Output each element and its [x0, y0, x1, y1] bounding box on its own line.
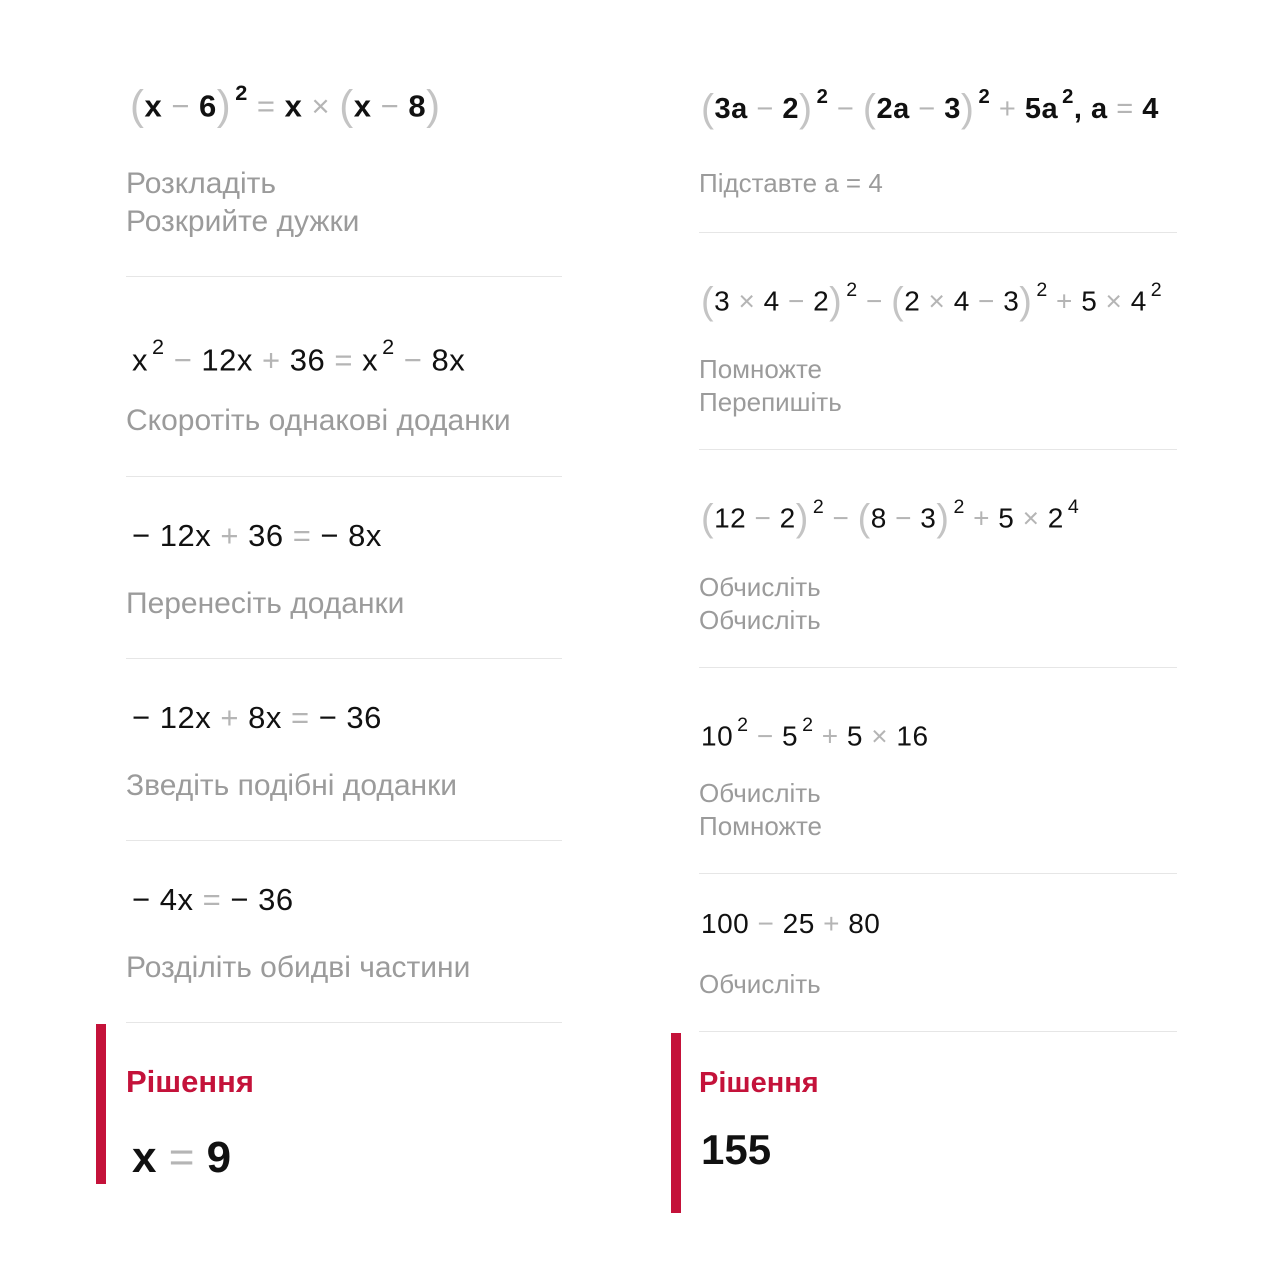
left-step1-expression: x $^2$ − 12x + 36 = x $^2$ − 8x	[132, 334, 466, 378]
right-step3-hint-2: Помножте	[699, 811, 823, 841]
right-step1-hint-1: Помножте	[699, 354, 823, 384]
left-step4-expression: − 4x = − 36	[132, 882, 294, 917]
right-step2-hint-2: Обчисліть	[699, 605, 821, 635]
right-problem-hint: Підставте a = 4	[699, 168, 883, 198]
divider	[699, 449, 1177, 450]
divider	[699, 873, 1177, 874]
left-step3-expression: − 12x + 8x = − 36	[132, 700, 382, 735]
left-problem-hint-2: Розкрийте дужки	[126, 205, 360, 238]
left-step2-hint: Перенесіть доданки	[126, 587, 405, 620]
left-solution-title: Рішення	[126, 1064, 254, 1099]
right-step2-hint-1: Обчисліть	[699, 572, 821, 602]
right-solution-accent-bar	[671, 1033, 681, 1213]
right-step1-expression: (3 × 4 − 2) $^2$ − (2 × 4 − 3) $^2$ + 5 × 4 $^2$	[701, 279, 1163, 323]
divider	[126, 276, 562, 277]
right-step2-expression: (12 − 2) $^2$ − (8 − 3) $^2$ + 5 × 2 $^4$	[701, 496, 1080, 540]
left-step2-expression: − 12x + 36 = − 8x	[132, 518, 382, 553]
divider	[126, 840, 562, 841]
right-step4-expression: 100 − 25 + 80	[701, 908, 881, 939]
right-step1-hint-2: Перепишіть	[699, 387, 842, 417]
left-step4-hint: Розділіть обидві частини	[126, 951, 471, 984]
right-solution-title: Рішення	[699, 1067, 819, 1099]
left-step3-hint: Зведіть подібні доданки	[126, 769, 457, 802]
right-solution-value: 155	[701, 1126, 772, 1173]
divider	[126, 476, 562, 477]
divider	[699, 232, 1177, 233]
left-problem-expression: (x − 6) $^2$ = x × (x − 8)	[130, 80, 441, 129]
divider	[126, 1022, 562, 1023]
divider	[126, 658, 562, 659]
right-step3-expression: 10 $^2$ − 5 $^2$ + 5 × 16	[701, 714, 929, 752]
divider	[699, 667, 1177, 668]
left-solution-value: x = 9	[132, 1133, 232, 1182]
right-step3-hint-1: Обчисліть	[699, 778, 821, 808]
left-step1-hint: Скоротіть однакові доданки	[126, 404, 511, 437]
divider	[699, 1031, 1177, 1032]
left-solution-accent-bar	[96, 1024, 106, 1184]
right-problem-expression: (3a − 2) $^2$ − (2a − 3) $^2$ + 5a $^2$, a = 4	[701, 86, 1159, 131]
right-step4-hint: Обчисліть	[699, 969, 821, 999]
left-problem-hint-1: Розкладіть	[126, 167, 276, 200]
